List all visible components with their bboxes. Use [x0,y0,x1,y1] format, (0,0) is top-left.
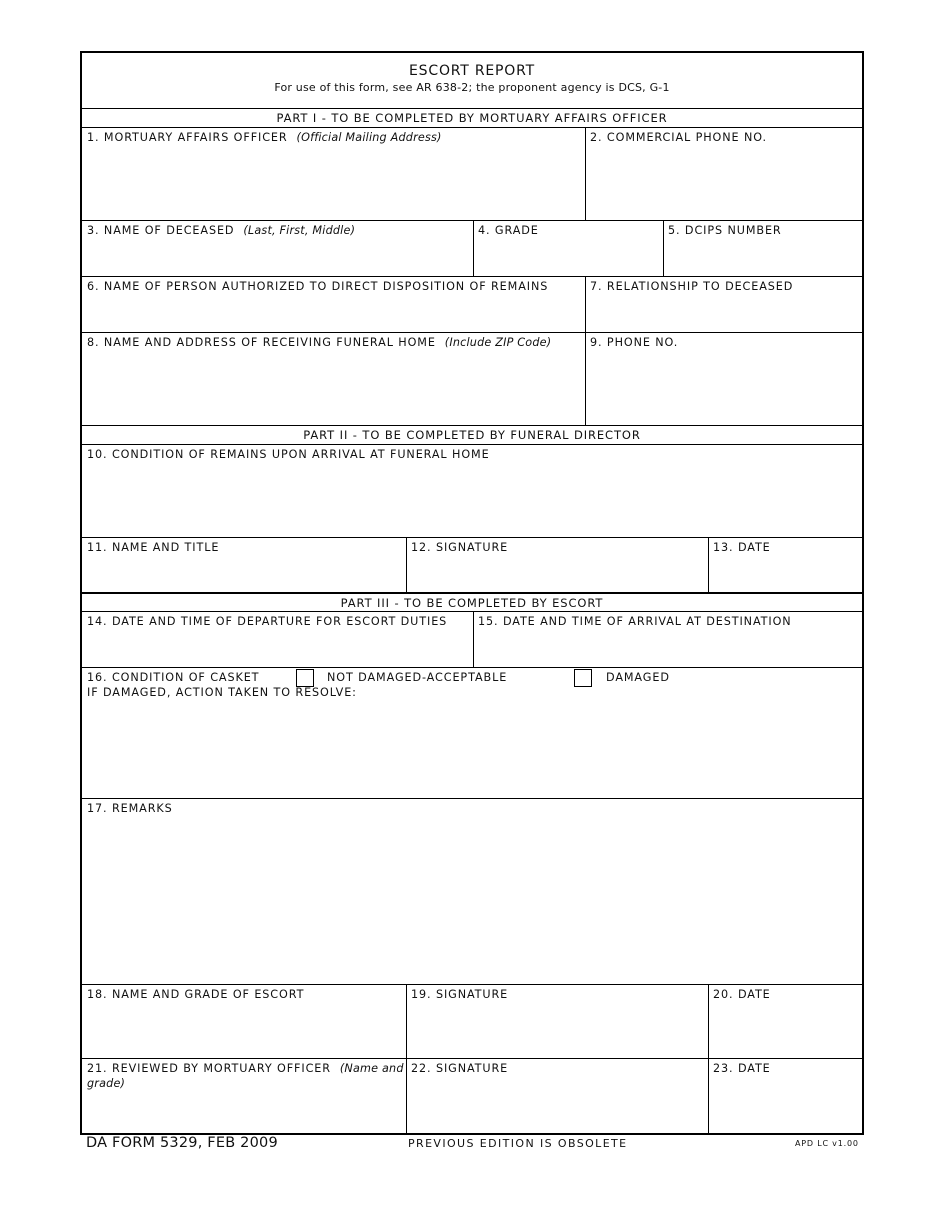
damaged-checkbox[interactable] [574,669,592,687]
mortuary-officer-date-field[interactable] [709,1076,862,1133]
form-subtitle: For use of this form, see AR 638-2; the proponent agency is DCS, G-1 [274,81,670,94]
commercial-phone-field[interactable] [586,145,862,220]
escort-signature-field[interactable] [407,1002,708,1058]
form-title: ESCORT REPORT [409,63,535,79]
field13-label: 13. DATE [713,541,771,554]
divider [82,667,862,668]
field21-label: 21. REVIEWED BY MORTUARY OFFICER (Name and [87,1062,404,1075]
departure-datetime-field[interactable] [82,629,473,667]
divider [82,611,862,612]
field12-label: 12. SIGNATURE [411,541,509,554]
field23-label: 23. DATE [713,1062,771,1075]
field8-label: 8. NAME AND ADDRESS OF RECEIVING FUNERAL HOME (Include ZIP Code) [87,336,552,349]
person-authorized-field[interactable] [82,294,585,332]
field2-label: 2. COMMERCIAL PHONE NO. [590,131,767,144]
field4-label: 4. GRADE [478,224,539,237]
divider [82,592,862,594]
part1-heading: PART I - TO BE COMPLETED BY MORTUARY AFFAIRS OFFICER [276,111,668,125]
divider [82,276,862,277]
field21-label-cont: grade) [87,1077,126,1090]
escort-report-form [80,51,864,1135]
condition-of-remains-field[interactable] [82,462,862,537]
field16-label: 16. CONDITION OF CASKET [87,671,260,684]
divider [82,984,862,985]
version-tag: APD LC v1.00 [795,1139,859,1148]
damaged-option-label: DAMAGED [606,671,670,684]
divider [82,425,862,426]
field6-label: 6. NAME OF PERSON AUTHORIZED TO DIRECT DISPOSITION OF REMAINS [87,280,549,293]
divider [82,444,862,445]
field16-sub-label: IF DAMAGED, ACTION TAKEN TO RESOLVE: [87,686,357,699]
not-damaged-checkbox[interactable] [296,669,314,687]
field15-label: 15. DATE AND TIME OF ARRIVAL AT DESTINATION [478,615,792,628]
field5-label: 5. DCIPS NUMBER [668,224,782,237]
reviewed-by-field[interactable] [82,1091,406,1133]
mortuary-officer-signature-field[interactable] [407,1076,708,1133]
action-taken-field[interactable] [82,701,862,798]
remarks-field[interactable] [82,816,862,984]
field1-label: 1. MORTUARY AFFAIRS OFFICER (Official Mailing Address) [87,131,442,144]
not-damaged-option-label: NOT DAMAGED-ACCEPTABLE [327,671,508,684]
divider [82,127,862,128]
divider [82,798,862,799]
edition-note: PREVIOUS EDITION IS OBSOLETE [408,1137,628,1150]
funeral-director-date-field[interactable] [709,555,862,592]
field7-label: 7. RELATIONSHIP TO DECEASED [590,280,794,293]
phone-field[interactable] [586,350,862,425]
field20-label: 20. DATE [713,988,771,1001]
field18-label: 18. NAME AND GRADE OF ESCORT [87,988,305,1001]
field19-label: 19. SIGNATURE [411,988,509,1001]
divider [82,220,862,221]
divider [82,332,862,333]
name-of-deceased-field[interactable] [82,238,473,276]
divider [82,537,862,538]
escort-date-field[interactable] [709,1002,862,1058]
field17-label: 17. REMARKS [87,802,173,815]
form-number: DA FORM 5329, FEB 2009 [86,1135,278,1151]
grade-field[interactable] [474,238,663,276]
field3-label: 3. NAME OF DECEASED (Last, First, Middle) [87,224,356,237]
divider [82,1058,862,1059]
arrival-datetime-field[interactable] [474,629,862,667]
escort-name-grade-field[interactable] [82,1002,406,1058]
funeral-home-field[interactable] [82,350,585,425]
dcips-number-field[interactable] [664,238,862,276]
mortuary-affairs-officer-field[interactable] [82,145,585,220]
name-and-title-field[interactable] [82,555,406,592]
part3-heading: PART III - TO BE COMPLETED BY ESCORT [340,596,604,610]
relationship-field[interactable] [586,294,862,332]
part2-heading: PART II - TO BE COMPLETED BY FUNERAL DIRECTOR [303,428,641,442]
field22-label: 22. SIGNATURE [411,1062,509,1075]
field11-label: 11. NAME AND TITLE [87,541,220,554]
field10-label: 10. CONDITION OF REMAINS UPON ARRIVAL AT FUNERAL HOME [87,448,490,461]
funeral-director-signature-field[interactable] [407,555,708,592]
field9-label: 9. PHONE NO. [590,336,679,349]
divider [82,108,862,109]
field14-label: 14. DATE AND TIME OF DEPARTURE FOR ESCORT DUTIES [87,615,448,628]
